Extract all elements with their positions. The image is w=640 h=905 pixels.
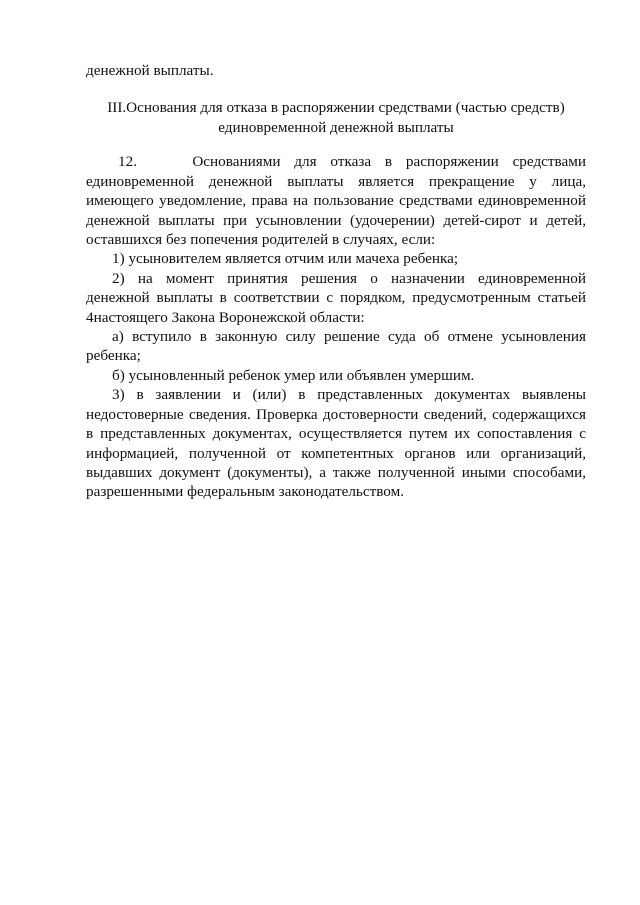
list-item-2: 2) на момент принятия решения о назначении единовременной денежной выплаты в соответствии с порядком, предусмотренным статьей 4настоящего Закона Воронежской области: xyxy=(86,269,586,326)
list-subitem-b: б) усыновленный ребенок умер или объявлен умершим. xyxy=(112,366,475,384)
list-item-3: 3) в заявлении и (или) в представленных документах выявлены недостоверные сведения. Проверка достоверности сведений, содержащихся в представленных документах, осуществляется путем их сопоставления с информацией, полученной от компетентных органов или организаций, выдавших документ (документы), а также полученной иными способами, разрешенными федеральным законодательством. xyxy=(86,386,586,501)
document-content xyxy=(86,61,586,502)
continuation-line: денежной выплаты. xyxy=(86,62,214,79)
section-heading-line-2: единовременной денежной выплаты xyxy=(218,119,454,137)
section-body xyxy=(86,152,586,501)
list-subitem-a: а) вступило в законную силу решение суда об отмене усыновления ребенка; xyxy=(86,328,586,365)
section-heading xyxy=(86,98,586,138)
list-item-1: 1) усыновителем является отчим или мачеха ребенка; xyxy=(112,250,459,268)
paragraph-12: 12. Основаниями для отказа в распоряжении средствами единовременной денежной выплаты является прекращение у лица, имеющего уведомление, права на пользование средствами единовременной денежной выплаты при усыновлении (удочерении) детей-сирот и детей, оставшихся без попечения родителей в случаях, если: xyxy=(86,153,586,249)
section-heading-line-1: III.Основания для отказа в распоряжении средствами (частью средств) xyxy=(107,99,565,117)
